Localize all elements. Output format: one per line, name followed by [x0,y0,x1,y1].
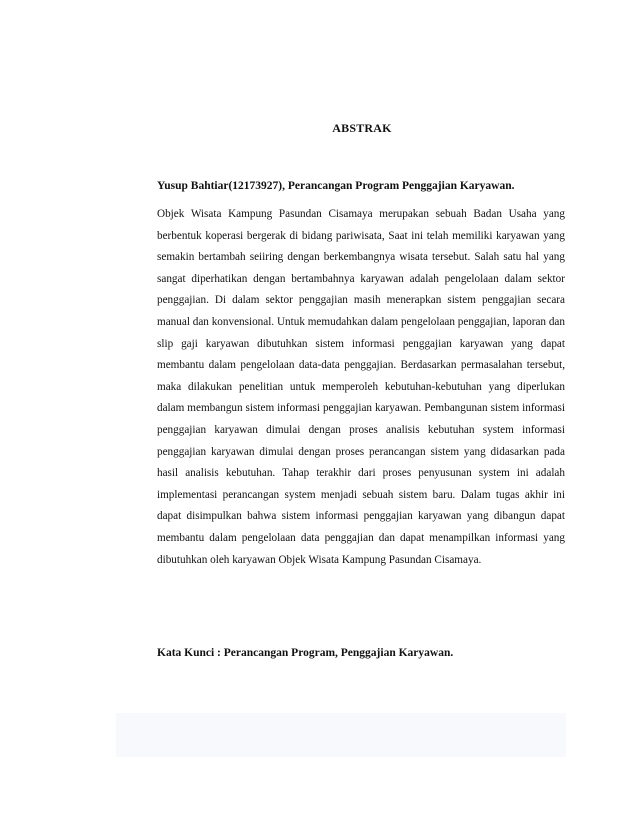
keywords-line: Kata Kunci : Perancangan Program, Penggajian Karyawan. [157,647,454,659]
abstract-title: ABSTRAK [332,121,392,135]
footer-shaded-area [116,713,566,757]
abstract-body: Objek Wisata Kampung Pasundan Cisamaya merupakan sebuah Badan Usaha yang berbentuk koperasi bergerak di bidang pariwisata, Saat ini telah memiliki karyawan yang semakin bertambah seiiring dengan berkembangnya wisata tersebut. Salah satu hal yang sangat diperhatikan dengan bertambahnya karyawan adalah pengelolaan dalam sektor penggajian. Di dalam sektor penggajian masih menerapkan sistem penggajian secara manual dan konvensional. Untuk memudahkan dalam pengelolaan penggajian, laporan dan slip gaji karyawan dibutuhkan sistem informasi penggajian karyawan yang dapat membantu dalam pengelolaan data-data penggajian. Berdasarkan permasalahan tersebut, maka dilakukan penelitian untuk memperoleh kebutuhan-kebutuhan yang diperlukan dalam membangun sistem informasi penggajian karyawan. Pembangunan sistem informasi penggajian karyawan dimulai dengan proses analisis kebutuhan system informasi penggajian karyawan dimulai dengan proses perancangan sistem yang didasarkan pada hasil analisis kebutuhan. Tahap terakhir dari proses penyusunan system ini adalah implementasi perancangan system menjadi sebuah sistem baru. Dalam tugas akhir ini dapat disimpulkan bahwa sistem informasi penggajian karyawan yang dibangun dapat membantu dalam pengelolaan data penggajian dan dapat menampilkan informasi yang dibutuhkan oleh karyawan Objek Wisata Kampung Pasundan Cisamaya. [157,208,565,566]
author-title-line: Yusup Bahtiar(12173927), Perancangan Program Penggajian Karyawan. [157,180,515,192]
